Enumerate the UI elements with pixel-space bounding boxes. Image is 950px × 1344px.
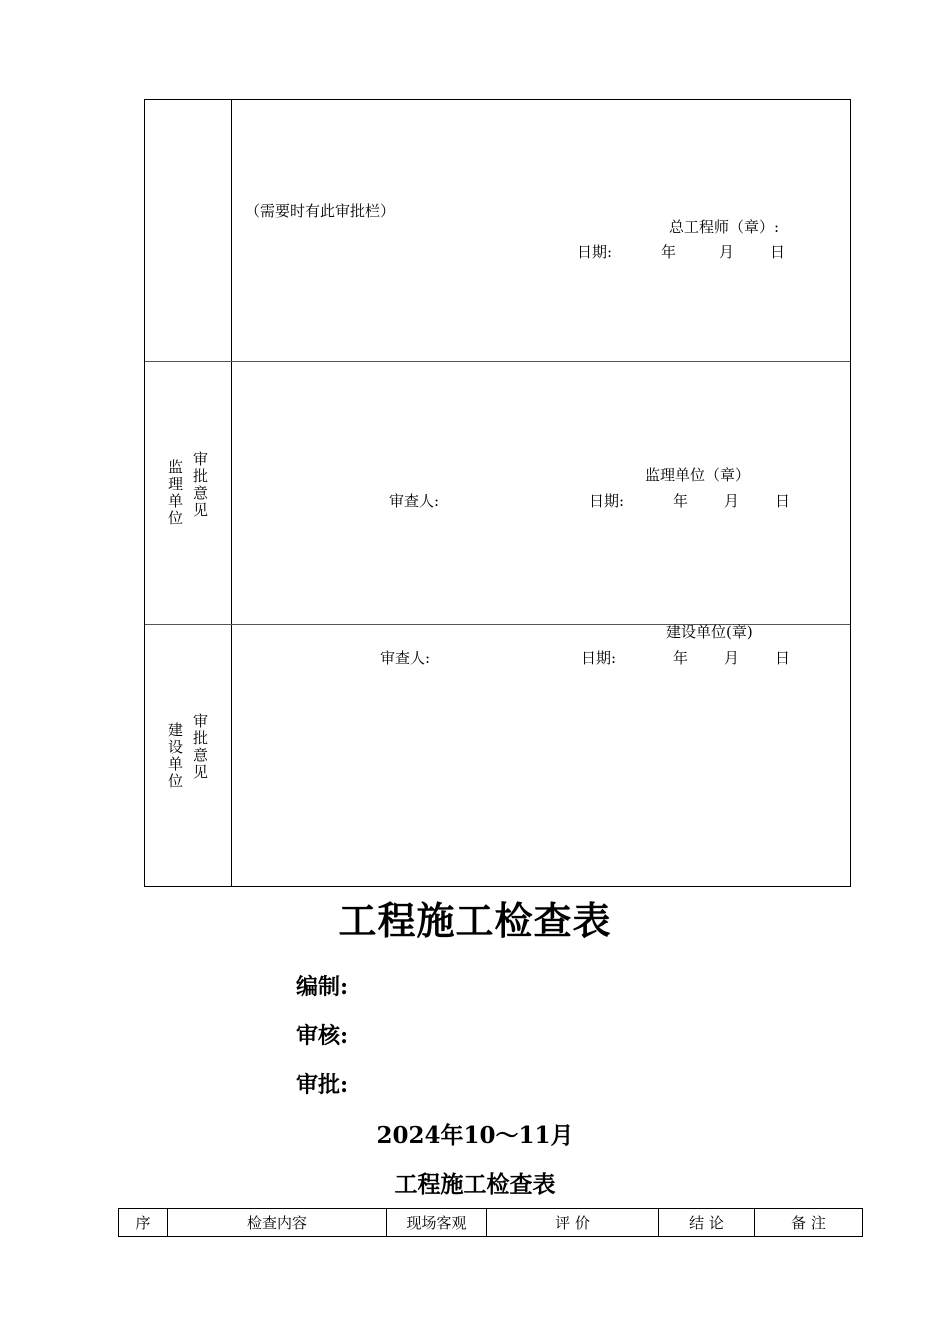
- label-char: 批: [193, 466, 209, 485]
- header-conclusion: 结 论: [659, 1209, 755, 1237]
- construction-unit-seal-label: 建设单位(章): [666, 623, 753, 641]
- header-seq: 序: [119, 1209, 168, 1237]
- reviewer-label: 审查人:: [389, 492, 440, 510]
- label-char: 位: [167, 771, 183, 790]
- month-label: 月: [719, 243, 735, 261]
- label-column-unit: [168, 722, 183, 790]
- month-label: 月: [724, 649, 740, 667]
- label-column-unit: [168, 459, 183, 527]
- row-content-cell: [232, 625, 850, 886]
- label-char: 单: [167, 754, 183, 773]
- label-char: 理: [167, 475, 183, 493]
- header-remarks: 备 注: [755, 1209, 863, 1237]
- header-inspection-content: 检查内容: [168, 1209, 387, 1237]
- label-char: 批: [193, 729, 209, 747]
- construction-unit-opinion-label: [145, 625, 231, 886]
- label-char: 见: [193, 500, 209, 519]
- row-label-cell: [145, 625, 232, 886]
- checklist-table: [118, 1208, 863, 1237]
- label-char: 监: [167, 458, 183, 476]
- header-site-objective: 现场客观: [387, 1209, 487, 1237]
- row-label-cell: [145, 100, 232, 361]
- year-label: 年: [673, 649, 689, 667]
- reviewer-label: 审查人:: [380, 649, 431, 667]
- year-label: 年: [673, 492, 689, 510]
- row-content-cell: [232, 100, 850, 361]
- date-label: 日期:: [581, 649, 617, 667]
- label-column-opinion: [193, 451, 208, 519]
- date-label: 日期:: [589, 492, 625, 510]
- label-column-opinion: [193, 713, 208, 781]
- approved-by-label: 审批:: [296, 1072, 349, 1098]
- approval-row-construction: [145, 625, 850, 886]
- label-char: 单: [167, 492, 183, 510]
- label-char: 位: [167, 509, 183, 527]
- year-label: 年: [661, 243, 677, 261]
- header-evaluation: 评 价: [487, 1209, 659, 1237]
- label-char: 审: [193, 449, 209, 468]
- label-char: 审: [193, 712, 209, 730]
- day-label: 日: [770, 243, 786, 261]
- chief-engineer-seal-label: 总工程师（章）:: [669, 218, 780, 236]
- checklist-title: 工程施工检查表: [394, 1171, 556, 1198]
- label-char: 建: [167, 720, 183, 739]
- cover-date: 2024年10～11月: [376, 1122, 574, 1149]
- checklist-header-row: [119, 1209, 863, 1237]
- supervision-unit-seal-label: 监理单位（章）: [645, 466, 751, 484]
- day-label: 日: [775, 649, 791, 667]
- supervision-unit-opinion-label: [145, 362, 231, 624]
- label-char: 设: [167, 737, 183, 756]
- label-char: 见: [193, 763, 209, 781]
- approval-note: （需要时有此审批栏）: [245, 202, 396, 220]
- cover-title: 工程施工检查表: [338, 898, 612, 943]
- row-content-cell: [232, 362, 850, 624]
- label-char: 意: [193, 483, 209, 502]
- approval-row-supervision: [145, 362, 850, 625]
- approval-row-chief-engineer: [145, 100, 850, 362]
- reviewed-by-label: 审核:: [296, 1023, 349, 1049]
- row-label-cell: [145, 362, 232, 624]
- month-label: 月: [724, 492, 740, 510]
- day-label: 日: [775, 492, 791, 510]
- date-label: 日期:: [577, 243, 613, 261]
- label-char: 意: [193, 746, 209, 764]
- prepared-by-label: 编制:: [296, 974, 349, 1000]
- approval-table: [144, 99, 851, 887]
